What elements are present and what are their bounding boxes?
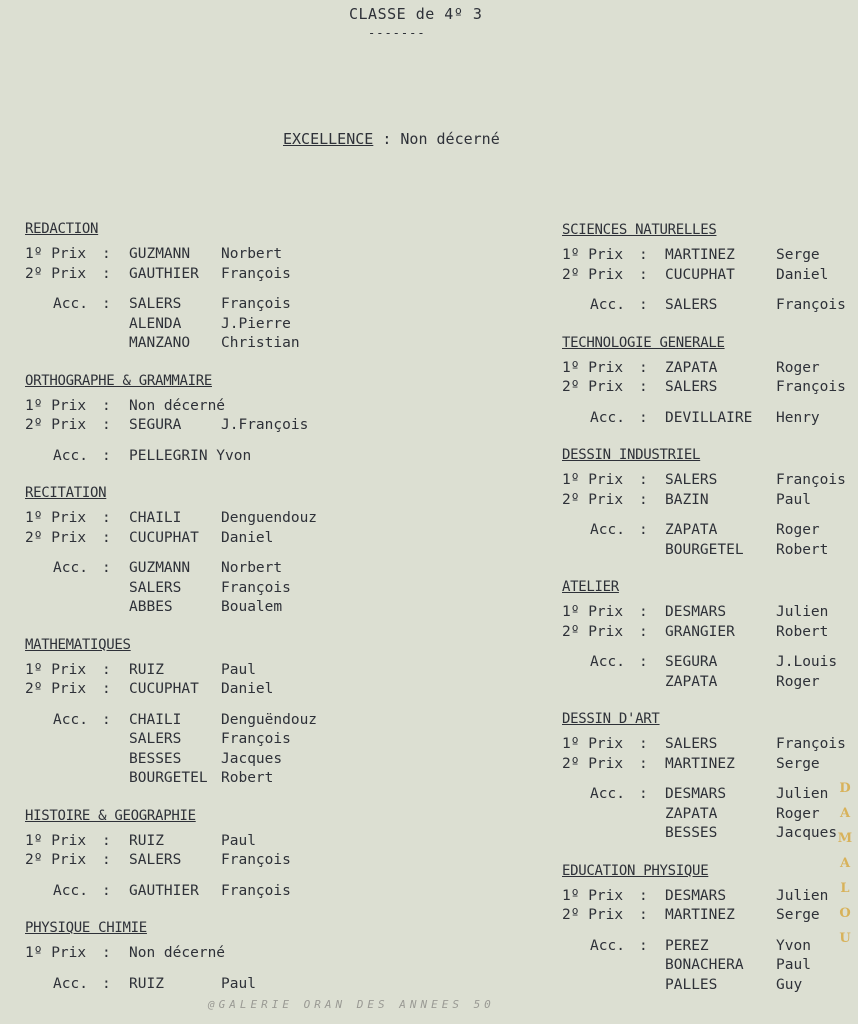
prize-row bbox=[25, 832, 355, 852]
accessit-row bbox=[25, 334, 355, 354]
acc-gap bbox=[562, 510, 858, 521]
accessit-row bbox=[25, 598, 355, 618]
accessit-separator: : bbox=[102, 975, 111, 992]
prize-surname: SALERS bbox=[665, 379, 718, 395]
acc-gap bbox=[562, 642, 858, 653]
accessit-separator: : bbox=[639, 522, 648, 538]
accessit-surname: PEREZ bbox=[665, 937, 709, 954]
accessit-firstname: Julien bbox=[776, 786, 829, 802]
prize-row bbox=[562, 246, 858, 266]
side-mark-letter: U bbox=[839, 931, 851, 946]
accessit-separator: : bbox=[639, 786, 648, 802]
prize-separator: : bbox=[639, 623, 648, 640]
accessit-label: Acc. bbox=[53, 296, 88, 312]
prize-surname: MARTINEZ bbox=[665, 247, 735, 263]
prize-separator: : bbox=[639, 907, 648, 923]
accessit-label: Acc. bbox=[590, 654, 625, 670]
accessit-surname: BOURGETEL bbox=[665, 541, 744, 558]
accessit-row bbox=[25, 730, 355, 750]
prize-firstname: Paul bbox=[776, 491, 811, 508]
prize-separator: : bbox=[102, 681, 111, 697]
prize-firstname: Roger bbox=[776, 359, 820, 376]
prize-separator: : bbox=[639, 736, 648, 752]
accessit-row bbox=[562, 296, 858, 316]
side-mark-letter: M bbox=[837, 831, 853, 846]
accessit-label: Acc. bbox=[590, 937, 625, 954]
prize-separator: : bbox=[102, 397, 111, 414]
prize-rank: 2º Prix bbox=[562, 379, 624, 395]
section-gap bbox=[562, 560, 858, 577]
accessit-surname: SALERS bbox=[129, 296, 182, 312]
prize-row bbox=[25, 944, 355, 964]
accessit-firstname: Roger bbox=[776, 673, 820, 690]
prize-separator: : bbox=[639, 604, 648, 620]
prize-rank: 2º Prix bbox=[562, 623, 624, 640]
accessit-surname: DESMARS bbox=[665, 786, 727, 802]
accessit-firstname: Paul bbox=[776, 957, 811, 973]
prize-rank: 1º Prix bbox=[25, 397, 87, 414]
prize-rank: 2º Prix bbox=[562, 907, 624, 923]
side-mark-letter: L bbox=[840, 881, 850, 896]
prize-firstname: Paul bbox=[221, 661, 256, 678]
accessit-surname: ZAPATA bbox=[665, 673, 718, 690]
accessit-separator: : bbox=[639, 297, 648, 313]
prize-separator: : bbox=[102, 661, 111, 678]
accessit-row bbox=[25, 447, 355, 467]
accessit-firstname: François bbox=[221, 731, 291, 747]
accessit-separator: : bbox=[639, 654, 648, 670]
section-title: ORTHOGRAPHE & GRAMMAIRE bbox=[25, 372, 212, 389]
accessit-firstname: François bbox=[221, 882, 291, 899]
accessit-row bbox=[562, 805, 858, 825]
prize-separator: : bbox=[639, 379, 648, 395]
accessit-separator: : bbox=[102, 711, 111, 728]
acc-gap bbox=[25, 436, 355, 447]
accessit-firstname: Christian bbox=[221, 335, 300, 351]
prize-firstname: Norbert bbox=[221, 246, 283, 262]
accessit-surname: SALERS bbox=[129, 579, 182, 596]
accessit-firstname: Robert bbox=[221, 770, 274, 786]
prize-firstname: Daniel bbox=[221, 529, 274, 546]
prize-separator: : bbox=[639, 887, 648, 904]
prize-surname: SALERS bbox=[665, 472, 718, 488]
prize-surname: SALERS bbox=[129, 852, 182, 868]
accessit-surname: ALENDA bbox=[129, 315, 182, 332]
accessit-separator: : bbox=[102, 882, 111, 899]
accessit-row bbox=[562, 521, 858, 541]
prize-surname: SALERS bbox=[665, 736, 718, 752]
right-column bbox=[562, 220, 858, 995]
prize-row bbox=[25, 245, 355, 265]
prize-surname: DESMARS bbox=[665, 604, 727, 620]
prize-rank: 1º Prix bbox=[562, 359, 624, 376]
accessit-label: Acc. bbox=[590, 522, 625, 538]
acc-gap bbox=[25, 871, 355, 882]
prize-firstname: Robert bbox=[776, 623, 829, 640]
excellence-line bbox=[283, 130, 500, 148]
prize-row bbox=[562, 491, 858, 511]
prize-rank: 2º Prix bbox=[25, 417, 87, 433]
accessit-surname: GAUTHIER bbox=[129, 882, 199, 899]
section-gap bbox=[25, 354, 355, 371]
accessit-firstname: Guy bbox=[776, 976, 803, 993]
prize-row bbox=[25, 661, 355, 681]
prize-separator: : bbox=[102, 510, 111, 526]
prize-rank: 2º Prix bbox=[25, 681, 87, 697]
accessit-separator: : bbox=[102, 296, 111, 312]
accessit-surname: SALERS bbox=[129, 731, 182, 747]
prize-rank: 1º Prix bbox=[562, 887, 624, 904]
prize-surname: CUCUPHAT bbox=[665, 266, 735, 283]
prize-row bbox=[25, 265, 355, 285]
accessit-surname: SEGURA bbox=[665, 654, 718, 670]
section-title: ATELIER bbox=[562, 579, 619, 595]
prize-surname: CHAILI bbox=[129, 510, 182, 526]
accessit-surname: SALERS bbox=[665, 297, 718, 313]
prize-rank: 2º Prix bbox=[25, 265, 87, 282]
prize-surname: DESMARS bbox=[665, 887, 727, 904]
prize-separator: : bbox=[639, 266, 648, 283]
accessit-surname: ZAPATA bbox=[665, 522, 718, 538]
excellence-separator: : bbox=[382, 130, 392, 148]
prize-separator: : bbox=[102, 246, 111, 262]
prize-firstname: François bbox=[221, 852, 291, 868]
acc-gap bbox=[25, 700, 355, 711]
prize-firstname: Serge bbox=[776, 907, 820, 923]
accessit-row bbox=[25, 975, 355, 995]
acc-gap bbox=[562, 398, 858, 409]
prize-row bbox=[562, 623, 858, 643]
accessit-firstname: Robert bbox=[776, 541, 829, 558]
section-gap bbox=[562, 844, 858, 861]
accessit-row bbox=[25, 295, 355, 315]
prize-firstname: François bbox=[776, 736, 846, 752]
prize-surname: MARTINEZ bbox=[665, 755, 735, 772]
prize-separator: : bbox=[102, 417, 111, 433]
section-title: PHYSIQUE CHIMIE bbox=[25, 920, 147, 936]
accessit-separator: : bbox=[102, 447, 111, 464]
prize-surname: CUCUPHAT bbox=[129, 681, 199, 697]
acc-gap bbox=[25, 548, 355, 559]
prize-row bbox=[562, 359, 858, 379]
prize-surname: RUIZ bbox=[129, 661, 164, 678]
prize-row bbox=[562, 887, 858, 907]
accessit-row bbox=[562, 653, 858, 673]
prize-surname: SEGURA bbox=[129, 417, 182, 433]
accessit-label: Acc. bbox=[590, 409, 625, 426]
side-mark-letter: A bbox=[839, 856, 851, 871]
accessit-firstname: Denguëndouz bbox=[221, 711, 318, 728]
prize-row bbox=[562, 735, 858, 755]
prize-rank: 1º Prix bbox=[25, 945, 87, 961]
prize-surname: BAZIN bbox=[665, 491, 709, 508]
accessit-firstname: François bbox=[776, 297, 846, 313]
prize-surname: GUZMANN bbox=[129, 246, 191, 262]
prize-row bbox=[562, 471, 858, 491]
prize-row bbox=[25, 529, 355, 549]
accessit-label: Acc. bbox=[53, 882, 88, 899]
side-mark bbox=[836, 776, 854, 951]
prize-rank: 1º Prix bbox=[562, 604, 624, 620]
prize-rank: 1º Prix bbox=[25, 661, 87, 678]
accessit-surname: ZAPATA bbox=[665, 805, 718, 822]
prize-row bbox=[562, 266, 858, 286]
prize-row bbox=[25, 851, 355, 871]
prize-firstname: J.François bbox=[221, 417, 309, 433]
section-title: REDACTION bbox=[25, 221, 99, 237]
prize-row bbox=[25, 680, 355, 700]
left-column bbox=[25, 219, 355, 994]
prize-rank: 2º Prix bbox=[25, 852, 87, 868]
accessit-separator: : bbox=[639, 409, 648, 426]
prize-rank: 2º Prix bbox=[562, 266, 624, 283]
prize-rank: 1º Prix bbox=[25, 832, 87, 849]
prize-separator: : bbox=[639, 247, 648, 263]
side-mark-letter: O bbox=[839, 906, 851, 921]
side-mark-letter: D bbox=[839, 781, 851, 796]
acc-gap bbox=[25, 284, 355, 295]
accessit-label: Acc. bbox=[590, 786, 625, 802]
accessit-surname: PELLEGRIN Yvon bbox=[129, 447, 252, 464]
section-gap bbox=[25, 618, 355, 635]
prize-separator: : bbox=[102, 265, 111, 282]
section-gap bbox=[562, 428, 858, 445]
accessit-firstname: Jacques bbox=[776, 825, 838, 841]
section-title: HISTOIRE & GEOGRAPHIE bbox=[25, 807, 196, 824]
prize-rank: 1º Prix bbox=[562, 247, 624, 263]
prize-surname: MARTINEZ bbox=[665, 907, 735, 923]
section-gap bbox=[25, 789, 355, 806]
accessit-firstname: François bbox=[221, 296, 291, 312]
prize-firstname: Julien bbox=[776, 604, 829, 620]
prize-separator: : bbox=[102, 529, 111, 546]
prize-row bbox=[25, 416, 355, 436]
section-title: RECITATION bbox=[25, 485, 107, 501]
prize-firstname: François bbox=[221, 265, 291, 282]
accessit-firstname: Roger bbox=[776, 522, 820, 538]
accessit-surname: BESSES bbox=[665, 825, 718, 841]
prize-firstname: Paul bbox=[221, 832, 256, 849]
excellence-value: Non décerné bbox=[400, 130, 500, 148]
prize-rank: 1º Prix bbox=[562, 736, 624, 752]
accessit-firstname: J.Pierre bbox=[221, 315, 291, 332]
prize-surname: GAUTHIER bbox=[129, 265, 199, 282]
accessit-surname: DEVILLAIRE bbox=[665, 409, 753, 426]
section-title: DESSIN D'ART bbox=[562, 711, 660, 727]
prize-surname: GRANGIER bbox=[665, 623, 735, 640]
accessit-surname: ABBES bbox=[129, 599, 173, 615]
prize-rank: 1º Prix bbox=[562, 472, 624, 488]
prize-separator: : bbox=[102, 852, 111, 868]
prize-surname: ZAPATA bbox=[665, 359, 718, 376]
prize-row bbox=[562, 378, 858, 398]
prize-firstname: Serge bbox=[776, 247, 820, 263]
prize-separator: : bbox=[639, 472, 648, 488]
section-title: TECHNOLOGIE GENERALE bbox=[562, 334, 725, 351]
section-gap bbox=[562, 316, 858, 333]
accessit-firstname: Boualem bbox=[221, 599, 283, 615]
accessit-label: Acc. bbox=[53, 560, 88, 576]
section-title: DESSIN INDUSTRIEL bbox=[562, 447, 701, 463]
accessit-row bbox=[25, 769, 355, 789]
prize-firstname: Daniel bbox=[776, 266, 829, 283]
acc-gap bbox=[562, 285, 858, 296]
prize-rank: 2º Prix bbox=[562, 755, 624, 772]
accessit-row bbox=[562, 541, 858, 561]
prize-row bbox=[25, 397, 355, 417]
section-gap bbox=[25, 466, 355, 483]
prize-firstname: Julien bbox=[776, 887, 829, 904]
prize-surname: Non décerné bbox=[129, 397, 226, 414]
accessit-row bbox=[25, 579, 355, 599]
prize-firstname: Daniel bbox=[221, 681, 274, 697]
accessit-label: Acc. bbox=[53, 711, 88, 728]
section-title: EDUCATION PHYSIQUE bbox=[562, 862, 709, 879]
prize-rank: 1º Prix bbox=[25, 246, 87, 262]
excellence-label: EXCELLENCE bbox=[283, 130, 374, 148]
acc-gap bbox=[25, 964, 355, 975]
accessit-row bbox=[25, 559, 355, 579]
prize-surname: Non décerné bbox=[129, 945, 226, 961]
side-mark-letter: A bbox=[839, 806, 851, 821]
accessit-firstname: Norbert bbox=[221, 560, 283, 576]
accessit-surname: MANZANO bbox=[129, 335, 191, 351]
prize-separator: : bbox=[639, 491, 648, 508]
prize-row bbox=[562, 755, 858, 775]
accessit-firstname: François bbox=[221, 579, 291, 596]
accessit-row bbox=[562, 956, 858, 976]
section-gap bbox=[25, 901, 355, 918]
accessit-surname: CHAILI bbox=[129, 711, 182, 728]
accessit-row bbox=[25, 882, 355, 902]
accessit-separator: : bbox=[102, 560, 111, 576]
accessit-row bbox=[562, 976, 858, 996]
page-title: CLASSE de 4º 3 bbox=[349, 5, 483, 23]
prize-rank: 1º Prix bbox=[25, 510, 87, 526]
acc-gap bbox=[562, 926, 858, 937]
watermark: @GALERIE ORAN DES ANNEES 50 bbox=[208, 998, 495, 1011]
accessit-firstname: Henry bbox=[776, 409, 820, 426]
accessit-label: Acc. bbox=[53, 975, 88, 992]
accessit-row bbox=[562, 785, 858, 805]
accessit-row bbox=[25, 750, 355, 770]
prize-separator: : bbox=[102, 832, 111, 849]
accessit-label: Acc. bbox=[590, 297, 625, 313]
section-gap bbox=[562, 692, 858, 709]
prize-row bbox=[562, 603, 858, 623]
accessit-surname: BOURGETEL bbox=[129, 770, 208, 786]
accessit-surname: RUIZ bbox=[129, 975, 164, 992]
prize-firstname: Denguendouz bbox=[221, 510, 318, 526]
accessit-separator: : bbox=[639, 937, 648, 954]
prize-firstname: François bbox=[776, 472, 846, 488]
prize-separator: : bbox=[102, 945, 111, 961]
accessit-firstname: J.Louis bbox=[776, 654, 838, 670]
prize-separator: : bbox=[639, 359, 648, 376]
accessit-surname: BONACHERA bbox=[665, 957, 744, 973]
accessit-row bbox=[25, 711, 355, 731]
accessit-row bbox=[562, 937, 858, 957]
prize-firstname: Serge bbox=[776, 755, 820, 772]
section-title: MATHEMATIQUES bbox=[25, 636, 131, 653]
prize-rank: 2º Prix bbox=[25, 529, 87, 546]
prize-row bbox=[25, 509, 355, 529]
accessit-surname: PALLES bbox=[665, 976, 718, 993]
accessit-row bbox=[562, 409, 858, 429]
prize-rank: 2º Prix bbox=[562, 491, 624, 508]
prize-separator: : bbox=[639, 755, 648, 772]
accessit-surname: GUZMANN bbox=[129, 560, 191, 576]
acc-gap bbox=[562, 774, 858, 785]
accessit-row bbox=[562, 673, 858, 693]
accessit-firstname: Yvon bbox=[776, 937, 811, 954]
accessit-firstname: Paul bbox=[221, 975, 256, 992]
prize-firstname: François bbox=[776, 379, 846, 395]
accessit-firstname: Jacques bbox=[221, 750, 283, 767]
prize-row bbox=[562, 906, 858, 926]
prize-surname: RUIZ bbox=[129, 832, 164, 849]
title-underline: ------- bbox=[368, 26, 426, 40]
accessit-row bbox=[25, 315, 355, 335]
accessit-firstname: Roger bbox=[776, 805, 820, 822]
accessit-surname: BESSES bbox=[129, 750, 182, 767]
accessit-label: Acc. bbox=[53, 447, 88, 464]
section-title: SCIENCES NATURELLES bbox=[562, 222, 717, 238]
accessit-row bbox=[562, 824, 858, 844]
prize-surname: CUCUPHAT bbox=[129, 529, 199, 546]
